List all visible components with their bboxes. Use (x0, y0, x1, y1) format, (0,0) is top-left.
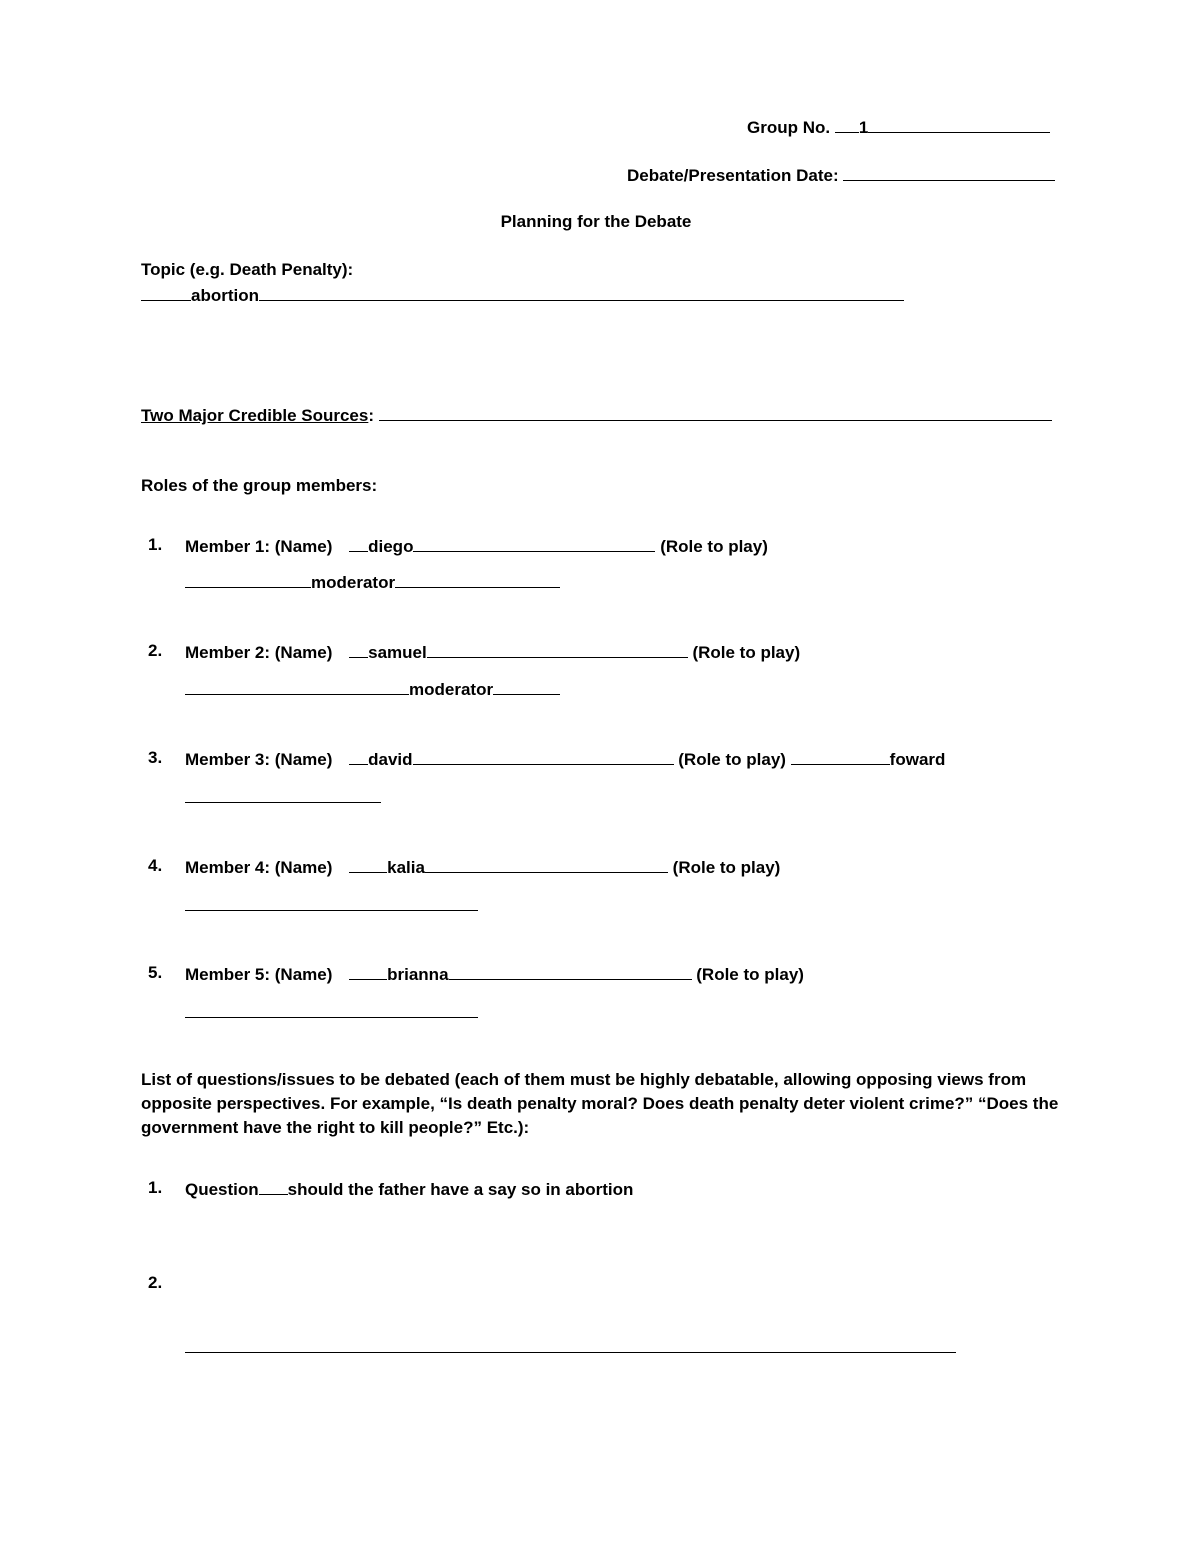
questions-intro-line-1: List of questions/issues to be debated (each of them must be highly debatable, allowing opposing views from (141, 1070, 1027, 1089)
member-4-number: 4. (148, 856, 163, 875)
member-1-name-blank[interactable] (349, 534, 368, 552)
member-4-role-field[interactable] (185, 893, 478, 917)
member-2-name-blank[interactable] (349, 640, 368, 658)
member-5-name-blank-end[interactable] (449, 962, 692, 980)
member-3-role-blank[interactable] (791, 747, 890, 765)
topic-blank-start[interactable] (141, 283, 191, 301)
member-2-role-blank[interactable] (185, 677, 409, 695)
group-number-blank[interactable] (835, 115, 859, 133)
member-4-role-blank[interactable] (185, 893, 478, 911)
member-1-role[interactable]: moderator (311, 573, 396, 592)
questions-intro-line-3: government have the right to kill people?” Etc.): (141, 1118, 530, 1137)
member-2-number: 2. (148, 641, 163, 660)
member-4-label: Member 4: (185, 858, 271, 877)
member-1-role-field[interactable] (185, 570, 560, 594)
member-2-role[interactable]: moderator (409, 680, 494, 699)
member-4-name-blank[interactable] (349, 855, 387, 873)
member-1-role-blank-end[interactable] (395, 570, 560, 588)
question-1-number: 1. (148, 1178, 163, 1197)
member-1-role-label: (Role to play) (660, 537, 768, 556)
member-5-role-label: (Role to play) (696, 965, 804, 984)
member-1-role-blank[interactable] (185, 570, 311, 588)
member-5-label: Member 5: (185, 965, 271, 984)
member-3-name[interactable]: david (368, 750, 413, 769)
member-1-number: 1. (148, 535, 163, 554)
member-3-role-blank-end[interactable] (185, 785, 381, 803)
member-5-name-blank[interactable] (349, 962, 387, 980)
topic-blank-end[interactable] (259, 283, 904, 301)
group-number-label: Group No. (747, 118, 831, 137)
sources-line (141, 403, 1052, 427)
member-5-row (185, 962, 804, 986)
debate-date-line (627, 163, 1055, 187)
topic-label: Topic (e.g. Death Penalty): (141, 260, 354, 279)
member-2-name-label: (Name) (274, 643, 333, 662)
question-2-blank[interactable] (185, 1335, 956, 1353)
sources-colon: : (368, 406, 375, 425)
member-2-role-blank-end[interactable] (493, 677, 560, 695)
member-5-number: 5. (148, 963, 163, 982)
member-5-role-field[interactable] (185, 1000, 478, 1024)
debate-date-field[interactable] (843, 163, 1055, 181)
member-2-name-blank-end[interactable] (427, 640, 688, 658)
member-3-name-blank[interactable] (349, 747, 368, 765)
member-4-role-label: (Role to play) (672, 858, 781, 877)
member-3-role-label: (Role to play) (678, 750, 786, 769)
question-2-field[interactable] (185, 1335, 956, 1359)
roles-heading: Roles of the group members: (141, 476, 378, 495)
member-1-label: Member 1: (185, 537, 271, 556)
member-1-row (185, 534, 768, 558)
question-1-row (185, 1177, 633, 1201)
member-2-role-label: (Role to play) (692, 643, 801, 662)
member-4-row (185, 855, 780, 879)
member-1-name[interactable]: diego (368, 537, 414, 556)
debate-date-label: Debate/Presentation Date: (627, 166, 839, 185)
question-2-number: 2. (148, 1273, 163, 1292)
group-number-blank-end[interactable] (868, 115, 1050, 133)
member-3-role[interactable]: foward (889, 750, 946, 769)
member-1-name-blank-end[interactable] (413, 534, 655, 552)
member-4-name[interactable]: kalia (387, 858, 425, 877)
member-3-label: Member 3: (185, 750, 271, 769)
member-4-name-blank-end[interactable] (425, 855, 668, 873)
member-2-name[interactable]: samuel (368, 643, 427, 662)
group-number-line (747, 115, 1050, 139)
question-1-blank[interactable] (259, 1177, 288, 1195)
questions-intro-line-2: opposite perspectives. For example, “Is death penalty moral? Does death penalty deter violent crime?” “Does the (141, 1094, 1059, 1113)
member-3-row (185, 747, 945, 771)
member-3-number: 3. (148, 748, 163, 767)
member-5-role-blank[interactable] (185, 1000, 478, 1018)
question-1-label: Question (185, 1180, 259, 1199)
topic-value[interactable]: abortion (191, 286, 259, 305)
member-2-row (185, 640, 800, 664)
member-3-name-label: (Name) (274, 750, 333, 769)
member-2-label: Member 2: (185, 643, 271, 662)
member-5-name[interactable]: brianna (387, 965, 449, 984)
sources-field[interactable] (379, 403, 1052, 421)
topic-field[interactable] (141, 283, 904, 307)
page-title: Planning for the Debate (500, 212, 692, 231)
member-3-role-field[interactable] (185, 785, 381, 809)
member-2-role-field[interactable] (185, 677, 560, 701)
question-1-value[interactable]: should the father have a say so in abortion (287, 1180, 634, 1199)
sources-label: Two Major Credible Sources (141, 406, 369, 425)
member-4-name-label: (Name) (274, 858, 333, 877)
member-1-name-label: (Name) (274, 537, 333, 556)
member-3-name-blank-end[interactable] (413, 747, 674, 765)
group-number-value[interactable]: 1 (858, 118, 869, 137)
member-5-name-label: (Name) (274, 965, 333, 984)
